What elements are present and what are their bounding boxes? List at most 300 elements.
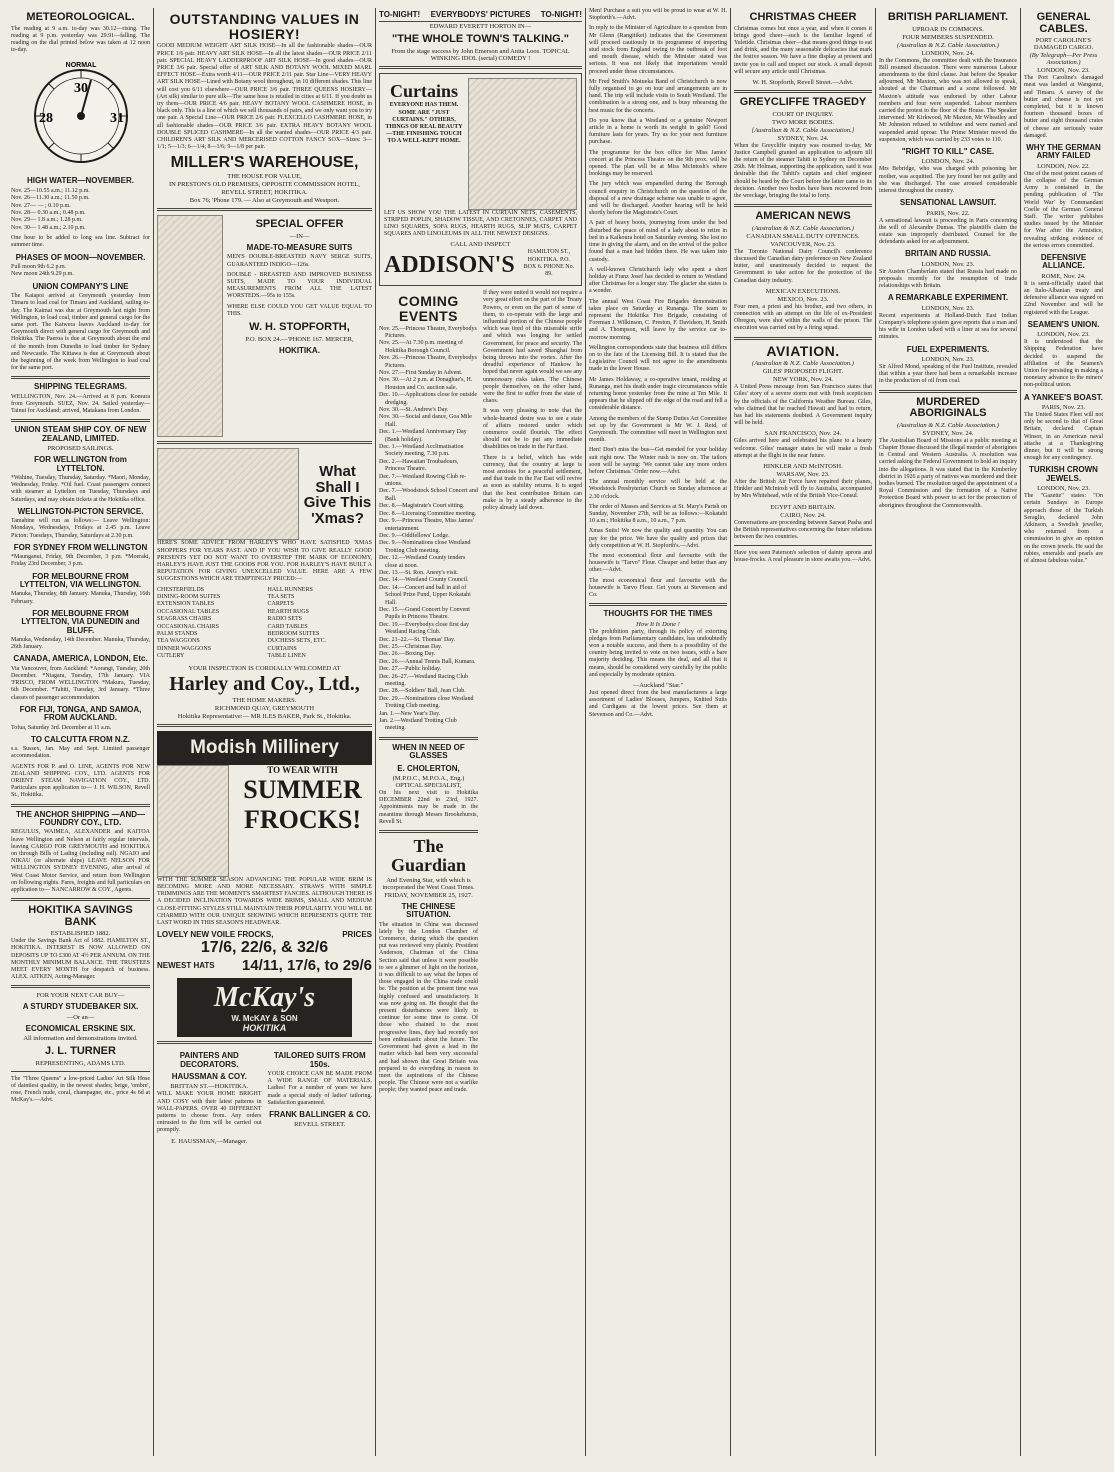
cable-heading: SENSATIONAL LAWSUIT. [899, 198, 997, 208]
news-paragraph: A well-known Christchurch lady who spent a short holiday at Franz Josef has decided to return to Westland after Christmas for a longer stay. The glacier she states is a wonder. [589, 266, 727, 295]
divider [734, 204, 872, 207]
uss-route-text: Manuka, Wednesday, 14th December. Manuka, Thursday, 26th January. [11, 636, 150, 651]
divider [11, 804, 150, 807]
list-item: HEARTH RUGS [267, 608, 309, 615]
millinery-heading: Modish Millinery [157, 731, 372, 765]
high-water-row: Nov. 30— 1.48 a.m.; 2.10 p.m. [11, 224, 86, 231]
uss-agents-text: AGENTS FOR P. and O. LINE, AGENTS FOR NEW ZEALAND SHIPPING COY., LTD. AGENTS FOR ORIENT STEAM NAVIGATION COY., LTD. Particulars upon application to— J. H. WILSON, Revell St., Hokitika. [11, 763, 150, 799]
event-item: Nov. 26.—Princess Theatre, Everybodys Pictures. [379, 355, 477, 369]
aviation-sub: HINKLER AND McINTOSH. [763, 463, 843, 471]
what-shall-i-give-heading: What Shall I Give This 'Xmas? [303, 462, 372, 528]
aviation-sub: GILES' PROPOSED FLIGHT. [762, 368, 844, 376]
tailored-text: YOUR CHOICE CAN BE MADE FROM A WIDE RANGE OF MATERIALS. Ladies! For a number of years we have made a special study of ladies' tailoring. Satisfaction guaranteed. [267, 1070, 372, 1106]
newspaper-page [8, 8, 1106, 1456]
mckay-logo-sub: W. McKAY & SON [231, 1014, 298, 1024]
cable-heading: A YANKEE'S BOAST. [1024, 392, 1103, 402]
cable-text: The "Gazette" states: "On certain Sundays in Europe approach those of the Turkish Seraglio, declared John Atkinson, a Swedish jeweller, who returned from a commission to give an opinion on the crown jewels. He said the rubies, emeralds and pearls are of almost fabulous value." [1024, 493, 1103, 564]
news-paragraph: Do you know that a Westland or a genuine Newport article in a home is worth its weight in gold? Good furniture lasts for years. Try us for your next furniture purchase. [589, 117, 727, 146]
banner-right: TO-NIGHT! [540, 10, 582, 19]
event-item: Dec. 8.—Magistrate's Court sitting. [379, 503, 465, 510]
film-text: From the stage success by John Emerson and Anita Loos. TOPICAL WINKING IDOL (serial) COMEDY ! [391, 47, 570, 62]
meteorological-text: The reading at 9 a.m. to-day was 30.12—rising. The reading at 9 p.m. yesterday was 29.91—falling. The reading on the dial printed below was taken at 12 noon to-day. [11, 25, 150, 54]
event-item: Nov. 25.—At 7.30 p.m. meeting of Hokitika Borough Council. [379, 340, 463, 354]
aboriginals-heading: MURDERED ABORIGINALS [909, 395, 987, 420]
list-item: EXTENSION TABLES [157, 601, 215, 608]
film-title: "THE WHOLE TOWN'S TALKING." [391, 33, 569, 45]
special-offer-in: —IN— [289, 232, 310, 240]
event-item: Dec. 14.—Westland County Council. [379, 577, 469, 584]
cable-dateline: LONDON, Nov. 23. [921, 304, 975, 312]
high-water-heading: HIGH WATER—NOVEMBER. [27, 176, 134, 186]
list-item: BEDROOM SUITES [267, 631, 320, 638]
car-ad-line: All information and demonstrations invited. [23, 1035, 138, 1043]
divider [157, 724, 372, 727]
voile-frocks-prices [157, 930, 372, 939]
banner-left: TO-NIGHT! [379, 10, 421, 19]
american-news-text: The Toronto National Dairy Council's conference discussed the Canadian dairy preference on New Zealand butter, and unanimously decided to request the Government to take action for the protection of the Canadian dairy industry. [734, 248, 872, 284]
news-paragraph: The most economical flour and favourite with the housewife is Tarvo Flour. Get yours at Stevenson and Co. [589, 577, 727, 599]
shipping-telegrams-text: WELLINGTON, Nov. 24.—Arrived at 8 p.m. Komura from Greymouth. SUEZ, Nov. 24. Sailed yesterday—Tainui for Auckland; arrived, Matakana from London. [11, 393, 150, 415]
divider [11, 419, 150, 422]
news-paragraph: The most economical flour and favourite with the housewife is "Tarvo" Flour. Cheaper and better than any other.—Advt. [589, 553, 727, 574]
event-item: Dec. 25.—Christmas Day. [379, 644, 443, 651]
christmas-cheer-signature: W. H. Stopforth, Revell Street.—Advt. [752, 78, 854, 86]
millinery-sub: TO WEAR WITH [267, 764, 338, 775]
divider [11, 1071, 150, 1072]
car-ad-line: —Or an— [66, 1013, 95, 1021]
curtains-lead-text: EVERYONE HAS THEM. SOME ARE "JUST CURTAINS." OTHERS, THINGS OF REAL BEAUTY—THE FINISHING TOUCH TO A WELL-KEPT HOME. [385, 102, 463, 145]
addison-address: HAMILTON ST., HOKITIKA. P.O. BOX 6. PHONE No. 89. [523, 249, 575, 277]
hats-price-values: 14/11, 17/6, to 29/6 [241, 957, 372, 975]
christmas-cheer-text: Christmas comes but once a year, and when it comes it brings good cheer—such is the familiar legend of Yuletide. Christmas cheer—that means good things to eat and drink, and the many seasonable delicacies that mark the festive season. We have a fine display at present and invite you to call and inspect our stock. A small deposit will secure any article until Christmas. [734, 25, 872, 75]
divider [379, 737, 478, 740]
hosiery-heading: OUTSTANDING VALUES IN HOSIERY! [169, 11, 360, 42]
event-item: Dec. 19.—Everybodys close first day Westland Racing Club. [379, 621, 469, 636]
greycliffe-sub: TWO MORE BODIES. [772, 118, 834, 126]
column-5 [731, 8, 876, 1456]
special-offer-heading: SPECIAL OFFER [255, 218, 344, 231]
cable-heading: WHY THE GERMAN ARMY FAILED [1026, 142, 1101, 161]
curtains-heading: Curtains [389, 80, 458, 101]
divider [734, 337, 872, 340]
news-paragraph: Men! Purchase a suit you will be proud to wear at W. H. Stopforth's.—Advt. [589, 8, 727, 22]
aviation-dateline: NEW YORK, Nov. 24. [773, 376, 833, 384]
cable-dateline: LONDON, Nov. 23. [921, 260, 975, 268]
cable-dateline: LONDON, Nov. 22. [1037, 162, 1090, 170]
savings-bank-subheading: ESTABLISHED 1882. [50, 930, 111, 938]
american-news-heading: AMERICAN NEWS [755, 210, 851, 223]
curtains-text: LET US SHOW YOU THE LATEST IN CURTAIN NETS, CASEMENTS, STRIPED POPLIN, SHADOW TISSUE, AND CRETONNES, CARPET AND LINO SQUARES, SOFA RUGS, HEARTH RUGS, SLIP MATS, CARPET SQUARES AND LINOLEUMS IN ALL THE NEWEST DESIGNS. [384, 209, 577, 238]
harley-header [157, 448, 372, 540]
uss-route-text: *Wahine, Tuesday, Thursday, Saturday. *Maori, Monday, Wednesday, Friday. *Oil fuel. Coast passengers connect with steamer at Lyttelton on Tuesday, Thursdays and Saturdays, and may obtain tickets at the Hokitika office. [11, 474, 150, 503]
special-offer-text: DOUBLE - BREASTED AND IMPROVED BUSINESS SUITS, MADE TO YOUR INDIVIDUAL MEASUREMENTS FROM ALL THE LATEST WORSTEDS.—95s to 155s. [227, 271, 372, 300]
news-paragraph: Wellington correspondents state that business still differs on to the fate of the Licensing Bill. It is stated that the Legislative Council will not agree to the amendments made in the lower House. [589, 344, 727, 373]
list-item: SEAGRASS CHAIRS [157, 616, 212, 623]
thoughts-signature: —Auckland "Star." [632, 682, 684, 690]
high-water-row: Nov. 26—11.30 a.m.; 11.50 p.m. [11, 195, 90, 202]
list-item: CUTLERY [157, 653, 185, 660]
guardian-masthead: The Guardian [390, 836, 467, 875]
event-item: Dec. 9.—Princess Theatre, Miss James' entertainment. [379, 518, 474, 532]
news-paragraph: Just opened direct from the best manufacturers a large assortment of Ladies' Blouses, Jumpers, Knitted Suits and Cardigans at the lowest prices. See them at Stevenson and Co.—Advt. [589, 690, 727, 718]
list-item: CARPETS [267, 601, 294, 608]
parliament-heading: BRITISH PARLIAMENT. [887, 11, 1009, 23]
cable-dateline: PARIS, Nov. 23. [1041, 403, 1086, 411]
american-news-text: Four men, a priest and his brother, and two others, in connection with an attempt on the life of ex-President Obregon, were shot within the walls of the prison. The execution was carried out by a firing squad. [734, 303, 872, 332]
news-paragraph: Xmas Suits! We now the quality and quantity. You can pay for the price. We have the quality and prices that defy competition at W. H. Stopforth's.—Advt. [589, 528, 727, 549]
aviation-dateline: SAN FRANCISCO, Nov. 24. [764, 430, 842, 438]
shipping-telegrams-heading: SHIPPING TELEGRAMS. [34, 382, 127, 392]
dial-label-center: 30 [73, 81, 88, 97]
list-item: RADIO SETS [267, 616, 303, 623]
divider [11, 985, 150, 988]
miller-line: REVELL STREET, HOKITIKA. [221, 189, 308, 197]
column-2 [154, 8, 376, 1456]
event-item: Nov. 27.—First Sunday in Advent. [379, 369, 463, 376]
news-paragraph: Among the members of the Stamp Duties Act Committee set up by the Government is Mr W. J. Reid, of Greymouth. The committee will meet in Wellington next month. [589, 415, 727, 444]
suited-man-illustration [157, 215, 223, 437]
event-item: Dec. 7.—Woodstock School Concert and Ball. [379, 488, 478, 502]
aviation-text: Conversations are proceeding between Sarwat Pasha and the British representatives concerning the future relations between the two countries. [734, 519, 872, 541]
greycliffe-dateline: SYDNEY, Nov. 24. [777, 134, 829, 142]
cable-text: A sensational lawsuit is proceeding in Paris concerning the will of Alexandre Dumas. The plaintiffs claim the estate was improperly distributed. Counsel for the defendants asked for an adjournment. [879, 217, 1017, 246]
chinese-situation-heading: THE CHINESE SITUATION. [401, 901, 456, 920]
american-news-dateline: MEXICO, Nov. 23. [777, 295, 829, 303]
harley-name: Harley and Coy., Ltd., [169, 672, 360, 695]
car-ad-heading: FOR YOUR NEXT CAR BUY— [36, 992, 125, 1000]
haussman-text: WILL MAKE YOUR HOME BRIGHT AND COSY with their latest patterns in WALL-PAPERS. OVER 40 DIFFERENT patterns to choose from. Any orders entrusted to the firm will be carried out promptly. [157, 1091, 262, 1134]
cable-dateline: LONDON, Nov. 23. [921, 355, 975, 363]
hosiery-text: GOOD MEDIUM WEIGHT ART SILK HOSE—In all the fashionable shades—OUR PRICE 1/6 pair. HEAVY ART SILK HOSE—In all the latest shades—OUR PRICE 2/11 pair. SPECIAL HEAVY LADDERPROOF ART SILK HOSE—In good shades—OUR PRICE 3/6 pair. Special offer of ART SILK AND BOTANY WOOL MIXED MARL EFFECT HOSE—Extra worth 4/11—OUR PRICE 2/11 pair. Star Line—VERY HEAVY ART SILK HOSE—Lined with Botany wool throughout, in 10 different shades. This line will cost you 6/11 elsewhere—OUR PRICE 3/6 pair. THREE QUEENS HOSIERY—(Art silk) similar to pure silk—The same hose is retailed in cities at 6/11. If you doubt us try them—OUR PRICE 4/6 pair. HEAVY BOTANY WOOL CASHMERE HOSE, in black only. This is a line of which we sell thousands of pairs, and we only want you to try one pair. A Special Line—OUR PRICE 2/6 pair. FLEXCELLO CASHMERE HOSE, in all fashionable shades—OUR PRICE 3/6 pair. EXTRA HEAVY BOTANY WOOL DOUBLE SPLICED CASHMERE—In all the wanted shades—OUR PRICE 4/3 pair. CHILDREN'S ART SILK AND MERCERISED COTTON FANCY SOX—Sizes: 3—1/1; 5—1/3; 6—1/4; 8—1/6; 9—1/8 per pair. [157, 43, 372, 151]
special-offer-text: MEN'S DOUBLE-BREASTED NAVY SERGE SUITS, GUARANTEED INDIGO—126s. [227, 254, 372, 268]
aviation-dateline: CAIRO, Nov. 24. [780, 511, 826, 519]
stopforth-ad-body [227, 215, 372, 437]
american-news-dateline: VANCOUVER, Nov. 23. [770, 240, 836, 248]
barometer-dial [11, 58, 150, 173]
aviation-text: A United Press message from San Francisco states that Giles' story of a severe storm met with fresh scepticism by the officials of the California Weather Bureau. Giles, who claimed that he reached Hawaii and had to return, has had his statements doubted. A Government inquiry will be held. [734, 384, 872, 427]
haussman-name: HAUSSMAN & COY. [171, 1071, 247, 1081]
aboriginals-dateline: SYDNEY, Nov. 24. [922, 429, 974, 437]
editorial-paragraph: It was very pleasing to note that the whole-hearted desire was to see a state of affairs restored under which commerce could flourish. The effect should not be to put any immediate disabilities on trade in the Far East. [483, 408, 582, 451]
event-item: Dec. 9.—Oddfellows' Lodge. [379, 532, 450, 539]
guardian-subtitle: And Evening Star, with which is incorporated the West Coast Times. [382, 876, 475, 891]
cholerton-sub: (M.P.O.C., M.P.O.A., Eng.) OPTICAL SPECIALIST, [392, 775, 465, 790]
curtained-room-illustration [468, 78, 577, 210]
news-paragraph: The programme for the box office for Miss James' concert at the Princess Theatre on the 9th prox. will be opened. The plan will be at Miss McIntosh's where bookings may be reserved. [589, 149, 727, 178]
union-line-heading: UNION COMPANY'S LINE [32, 281, 129, 291]
miller-line: IN PRESTON'S OLD PREMISES, OPPOSITE COMMISSION HOTEL, [168, 181, 361, 189]
greycliffe-heading: GREYCLIFFE TRAGEDY [739, 95, 867, 108]
american-news-agency: (Australian & N.Z. Cable Association.) [752, 224, 854, 232]
millinery-ad [157, 765, 372, 877]
cable-dateline: ROME, Nov. 24. [1041, 272, 1086, 280]
car-ad-line: A STURDY STUDEBAKER SIX. [22, 1002, 139, 1012]
moon-heading: PHASES OF MOON—NOVEMBER. [15, 252, 146, 262]
cable-dateline: LONDON, Nov. 23. [1037, 331, 1090, 339]
event-item: Dec. 12.—Westland County tenders close at noon. [379, 555, 466, 569]
stopforth-name: W. H. STOPFORTH, [249, 320, 350, 333]
general-cables-agency: (By Telegraph—Per Press Association.) [1029, 52, 1098, 67]
list-item: PALM STANDS [157, 631, 198, 638]
list-item: CHESTERFIELDS [157, 586, 205, 593]
event-item: Jan. 1.—New Year's Day. [379, 710, 441, 717]
uss-route-heading: FOR MELBOURNE FROM LYTTELTON, VIA WELLINGTON. [19, 571, 142, 589]
car-ad-line: ECONOMICAL ERSKINE SIX. [25, 1023, 136, 1033]
cable-heading: "RIGHT TO KILL" CASE. [901, 146, 995, 156]
list-item: DINNER WAGGONS [157, 645, 212, 652]
hose-notice-text: The "Three Queens" a low-priced Ladies' Art Silk Hose of daintiest quality, in the newest shades; beige, 'ombre', rose, French nude, coral, champagne, etc., price 4s 6d at McKay's.—Advt. [11, 1075, 150, 1104]
cable-text: Sir Alfred Mond, speaking of the Fuel Institute, revealed that within a year there had been a remarkable increase in the production of oil from coal. [879, 363, 1017, 385]
parliament-sub: FOUR MEMBERS SUSPENDED. [902, 33, 994, 41]
cable-dateline: LONDON, Nov. 23. [1037, 485, 1090, 493]
event-item: Dec. 7.—Westland Rowing Club re-unions. [379, 473, 467, 488]
event-item: Nov. 30.—Social and dance, Goa Mile Hall. [379, 414, 472, 428]
divider [157, 208, 372, 211]
addison-name: ADDISON'S [384, 251, 515, 278]
divider [157, 441, 372, 444]
uss-route-text: Tamahine will run as follows:— Leave Wellington: Mondays, Wednesdays, Fridays at 2.45 p.m. Leave Picton: Tuesdays, Thursday, Saturdays at 2.30 p.m. [11, 518, 150, 539]
divider [11, 898, 150, 901]
aviation-text: Giles arrived here and celebrated his plane to a hearty welcome. Giles' manager states he will make a fresh attempt at the flight in the near future. [734, 438, 872, 459]
coming-events-column [379, 290, 478, 1097]
divider [379, 830, 478, 833]
savings-bank-heading: HOKITIKA SAVINGS BANK [28, 904, 133, 928]
addison-footer [384, 249, 577, 281]
moon-row: Full moon 9th 6.2 p.m. [11, 263, 67, 270]
editorial-paragraph: There is a belief, which has wide currency, that the country at large is most anxious for a peaceful settlement, and that trade in the Far East will revive as soon as stability returns. It is urged that the best contribution Britain can make is by a steady adherence to the policy already laid down. [483, 454, 582, 512]
savings-bank-text: Under the Savings Bank Act of 1882. HAMILTON ST., HOKITIKA. INTEREST IS NOW ALLOWED ON DEPOSITS UP TO £300 AT 4½ PER ANNUM. ON THE MONTHLY MINIMUM BALANCE. THE TRUSTEES MEET EVERY MONTH for despatch of business. ALEX. AITKEN, Acting-Manager. [11, 938, 150, 981]
news-paragraph: Mr James Holdaway, a co-operative tenant, residing at Runanga, met his death under tragic circumstances while returning home yesterday from the mine at Ten Mile. It appears that he slipped off the edge of the road and fell a considerable distance. [589, 376, 727, 412]
cable-text: Mrs Bebridge, who was charged with poisoning her mother, was acquitted. The jury found her not guilty and she was discharged. The case aroused considerable interest throughout the country. [879, 166, 1017, 194]
coming-events-list [379, 326, 478, 733]
cable-text: Recent experiments at Holland-Dutch East Indian Company's telephone system gave reports that a man and his wife in London talked with a liner at sea for several minutes. [879, 312, 1017, 341]
cable-heading: DEFENSIVE ALLIANCE. [1040, 252, 1087, 271]
aviation-agency: (Australian & N.Z. Cable Association.) [752, 360, 854, 368]
divider [11, 376, 150, 379]
uss-route-heading: CANADA, AMERICA, LONDON, Etc. [13, 654, 148, 664]
special-offer-text: WHERE ELSE COULD YOU GET VALUE EQUAL TO THIS. [227, 303, 372, 317]
aviation-heading: AVIATION. [766, 342, 840, 359]
uss-route-heading: FOR SYDNEY FROM WELLINGTON [13, 542, 148, 552]
cable-heading: TURKISH CROWN JEWELS. [1029, 465, 1098, 483]
cholerton-text: On his next visit to Hokitika DECEMBER 22nd to 23rd, 1927. Appointments may be made in the meantime through Messrs Brookehursts, Revell St. [379, 790, 478, 825]
anchor-heading: THE ANCHOR SHIPPING —AND— FOUNDRY COY., LTD. [15, 809, 146, 827]
hats-label: NEWEST HATS [157, 961, 215, 971]
american-news-sub: MEXICAN EXECUTIONS. [765, 287, 841, 295]
column-4 [586, 8, 731, 1456]
divider [589, 603, 727, 606]
millinery-headline [233, 765, 372, 877]
column-3 [376, 8, 586, 1456]
hats-prices [157, 957, 372, 974]
cable-dateline: LONDON, Nov. 24. [921, 158, 975, 166]
aboriginals-text: The Australian Board of Missions at a public meeting at Chapter House discussed the illegal murder of aborigines in Central and Western Australia. A resolution was carried asking the Federal Government to hold an inquiry into the allegations. It was stated that in the Kimberley district in 1926 a party of natives was murdered and their bodies burned. The resolution urged the appointment of a Royal Commission and the formation of a Native Protection Board with power to act for the protection of aborigines throughout the Commonwealth. [879, 437, 1017, 509]
haussman-ad [157, 1048, 262, 1145]
coming-events-heading: COMING EVENTS [398, 293, 459, 324]
thoughts-subheading: How It Is Done ! [636, 620, 680, 628]
list-item: OCCASIONAL TABLES [157, 608, 220, 615]
dial-label-left: 28 [38, 111, 53, 127]
event-item: Dec. 8.—Licensing Committee meeting. [379, 510, 477, 517]
list-item: HALL RUNNERS [267, 586, 313, 593]
curtains-header [384, 78, 577, 210]
high-water-row: Nov. 28— 0.30 a.m.; 0.48 p.m. [11, 209, 86, 216]
parliament-sub: UPROAR IN COMMONS. [912, 25, 984, 33]
column-7 [1021, 8, 1106, 1456]
stopforth-ad [157, 215, 372, 437]
voile-prices: 17/6, 22/6, & 32/6 [200, 939, 329, 957]
mckay-logo [177, 978, 352, 1037]
high-water-row: Nov. 27— — ; 0.10 p.m. [11, 202, 71, 209]
cable-heading: SEAMEN'S UNION. [1027, 319, 1100, 329]
high-water-note: One hour to be added to long sea line. Subtract for summer time. [11, 235, 150, 249]
uss-route-heading: WELLINGTON-PICTON SERVICE. [17, 506, 144, 516]
harley-text: HERE'S SOME ADVICE FROM HARLEY'S WHO HAVE SATISFIED 'XMAS SHOPPERS FOR YEARS PAST. AND IF YOU WISH TO GIVE REALLY GOOD PRESENTS YET DO NOT WANT TO OVERSTEP THE MARK OF ECONOMY, HARLEY'S HAVE JUST THE GOODS FOR YOU. FOR HARLEY'S HAVE BUILT A REPUTATION FOR GIVING UNEXCELLED VALUE. HERE ARE A FEW SUGGESTIONS WHICH ARE TEMPTINGLY PRICED:— [157, 540, 372, 583]
event-item: Nov. 30.—At 2 p.m. at Donaghue's, H. Houston and Co. auction sale. [379, 377, 473, 391]
list-item: DUCHESS SETS, ETC. [267, 638, 327, 645]
high-water-row: Nov. 25—10.55 a.m.; 11.12 p.m. [11, 187, 90, 194]
miller-name: MILLER'S WAREHOUSE, [170, 154, 359, 172]
cable-text: It is understood that the Shipping Federation have decided to suspend the affiliation of the Seamen's Union for persisting in making a monetary advance to the miners' non-political union. [1024, 339, 1103, 389]
ballinger-name: FRANK BALLINGER & CO. [269, 1109, 371, 1119]
list-item: DINING-ROOM SUITES [157, 594, 221, 601]
list-item: CURTAINS [267, 645, 297, 652]
miller-line: THE HOUSE FOR VALUE, [227, 173, 302, 181]
mckay-logo-town: HOKITIKA [242, 1023, 287, 1034]
anchor-text: REGULUS, WAIMEA, ALEXANDER and KAITOA leave Wellington and Nelson at fairly regular intervals, leaving CARGO FOR GREYMOUTH and HOKITIKA on through Bills of Lading (including rail). NGAIO and NIKAU (or alternate ships) LEAVE NELSON FOR WELLINGTON SYDNEY EVENING, after arrival of West Coast Motor Service, and return from Wellington on following nights. Fares, freights and full particulars on application to— NANCARROW & COY., Agents. [11, 829, 150, 893]
uss-route-text: Via Vancouver, from Auckland: *Aorangi, Tuesday, 20th December. *Niagara, Tuesday, 17th January. VIA 'FRISCO, FROM WELLINGTON *Makura, Tuesday, 6th December. *Tahiti, Tuesday, 3rd January. *Three classes of passenger accommodation. [11, 665, 150, 701]
harley-address: RICHMOND QUAY, GREYMOUTH [214, 704, 315, 712]
uss-route-heading: FOR FIJI, TONGA, AND SAMOA, FROM AUCKLAND. [19, 704, 142, 723]
uss-route-text: Tofua, Saturday 3rd. December at 11 a.m. [11, 724, 112, 731]
ballinger-ad [268, 1048, 373, 1145]
stopforth-address: P.O. BOX 24.—'PHONE 167. MERCER, [245, 335, 354, 343]
tailored-heading: TAILORED SUITS FROM 150s. [273, 1051, 366, 1069]
cable-dateline: PARIS, Nov. 22. [926, 209, 970, 217]
news-paragraph: The annual monthly service will be held at the Woodstock Presbyterian Church on Sunday afternoon at 2.30 o'clock. [589, 479, 727, 500]
harley-list-b [268, 587, 373, 661]
news-paragraph: A pair of heavy boots, journeying from under the bed disturbed the peace of mind of a lady about to retire in bed in a Kaikoura hotel on Saturday evening. She lost no time in giving the alarm, and on the arrival of the police found that a man had hidden there. He was taken into custody. [589, 220, 727, 263]
moon-table [11, 264, 150, 279]
barometer-icon [21, 58, 141, 168]
uss-subheading: PROPOSED SAILINGS. [47, 445, 114, 453]
uss-heading: UNION STEAM SHIP COY. OF NEW ZEALAND, LIMITED. [14, 425, 147, 443]
event-item: Dec. 15.—Grand Concert by Convent Pupils in Princess Theatre. [379, 606, 470, 621]
meteorological-heading: METEOROLOGICAL. [26, 11, 135, 23]
harley-subtitle: THE HOME MAKERS. [232, 696, 297, 704]
list-item: OCCASIONAL CHAIRS [157, 623, 219, 630]
harley-representative: Hokitika Representative:— MR ILES BAKER, Park St., Hokitika. [177, 712, 352, 720]
event-item: Dec. 21–22.—St. Thomas' Day. [379, 636, 456, 643]
dial-label-right: 31 [109, 111, 124, 127]
uss-route-text: s.s. Sussex, Jan. May and Sept. Limited passenger accommodation. [11, 746, 150, 760]
high-water-row: Nov. 29— 1.8 a.m.; 1.28 p.m. [11, 217, 83, 224]
event-item: Dec. 26.—Boxing Day. [379, 651, 436, 658]
news-paragraph: The annual West Coast Fire Brigades demonstration takes place on Saturday at Runanga. The team to represent the Hokitika Fire Brigade, consisting of Foreman J. Wilkinson, C. Preston, F. Davidson, H. Smith and A. Thompson, will leave by the service car to-morrow morning. [589, 298, 727, 341]
american-news-sub: CANADIAN SMALL DUTY OFFENCES. [746, 232, 860, 240]
moon-row: New moon 24th 9.29 p.m. [11, 271, 74, 278]
curtains-inspect: CALL AND INSPECT [450, 241, 511, 249]
event-item: Jan. 2.—Westland Trotting Club meeting. [379, 718, 457, 732]
guardian-date: FRIDAY, NOVEMBER 25, 1927. [384, 891, 473, 899]
voile-label: LOVELY NEW VOILE FROCKS, [157, 930, 274, 940]
haussman-address: BRITTAN ST.—HOKITIKA. [170, 1083, 249, 1091]
mckay-logo-text: McKay's [213, 982, 316, 1014]
news-paragraph: Have you seen Paterson's selection of dainty aprons and house-frocks. A real pleasure in store awaits you.—Advt. [734, 550, 872, 564]
painters-heading: PAINTERS AND DECORATORS. [179, 1051, 239, 1069]
news-paragraph: The jury which was empanelled during the Borough council enquiry in Christchurch on the question of the disposal of a new drainage scheme was unable to agree, and will be discharged. Another hearing will be held shortly before the Magistrate's Court. [589, 181, 727, 217]
divider [734, 90, 872, 93]
list-item: TABLE LINEN [267, 653, 306, 660]
editorial-paragraph: The situation in China was discussed lately by the London Chamber of Commerce, during which the question put was reviewed very plainly. President Anderson, Chairman of the China Section said that unless it were possible to see a glimmer of light on the horizon, it was difficult to say what the hopes of those engaged in the China trade could be. The position at the present time was highly confused and unsatisfactory. It was now going on. He thought that the present disturbances were likely to continue for some time to come. Of those who chained to the most progressive lines, they had recently not been enthusiastic about the future. The Government had given a lead in the matter which had been very successful and had shown that Great Britain was prepared to do everything in reason to meet the aspirations of the Chinese people. The Chinese were not a warlike people; they wanted peace and trade. [379, 921, 478, 1094]
cable-heading: BRITAIN AND RUSSIA. [905, 249, 991, 259]
furniture-illustration [157, 448, 299, 540]
cable-text: One of the most potent causes of the collapse of the German Army is contained in the pending publication of 'The World War' by Commandant Coelle of the German General Staff. The writer publishes studies issued by the Minister for War after the Armistice, revealing striking evidence of the serious errors committed. [1024, 170, 1103, 249]
news-paragraph: In reply to the Minister of Agriculture to a question from Mr Glenn (Rangitikei) indicates that the Government will proceed cautiously in its programme of importing stud stock from England owing to the outbreak of foot and mouth disease, which the Minister stated was serious. It was not likely that importations would proceed under those circumstances. [589, 25, 727, 75]
news-paragraph: The order of Masses and Services at St. Mary's Parish on Sunday, November 27th, will be as follows:—Kokatahi 10 a.m.; Hokitika 8 a.m., 10 a.m., 7 p.m. [589, 503, 727, 525]
greycliffe-agency: [Australian & N.Z. Cable Association.] [751, 126, 855, 134]
aboriginals-agency: (Australian & N.Z. Cable Association.) [897, 421, 999, 429]
high-water-table [11, 188, 150, 232]
dial-label-top: NORMAL [65, 62, 96, 70]
harley-list-a [157, 587, 262, 661]
banner-mid: EVERYBODYS' PICTURES [430, 10, 531, 19]
parliament-dateline: LONDON, Nov. 24. [921, 49, 975, 57]
car-ad-line: REPRESENTING, ADAMS LTD. [35, 1059, 126, 1067]
event-item: Dec. 28.—Soldiers' Ball, Jean Club. [379, 688, 466, 695]
car-ad-name: J. L. TURNER [45, 1045, 116, 1058]
event-item: Dec. 1.—Westland Anniversary Day (Bank holiday). [379, 429, 467, 443]
cable-dateline: LONDON, Nov. 23. [1037, 67, 1090, 75]
parliament-text: In the Commons, the committee dealt with the Insurance Bill resumed discussion. There were numerous Labour amendments to the third clause. Just before the Speaker adjourned, Mr Maxton, who was not allowed to speak, shouted at the Chairman and a scene followed. Mr Maxton's attitude was endorsed by other Labour members and four were suspended. Labour members carried the protest to the floor of the House. The Speaker intervened. Mr Kirkwood, Mr Maxton, Mr Wheatley and Mr Johnston refused to withdraw and were named and suspended amid uproar. The Prime Minister moved the suspension, which was carried by 233 votes to 110. [879, 57, 1017, 143]
ballinger-address: REVELL STREET. [294, 1121, 346, 1129]
uss-route-heading: TO CALCUTTA FROM N.Z. [31, 734, 130, 744]
event-item: Dec. 13.—St. Ron. Aneey's visit. [379, 569, 459, 576]
uss-route-text: *Maunganui, Friday, 9th December, 3 p.m. *Moeraki, Friday 23rd December, 3 p.m. [11, 554, 150, 568]
miller-footer: Box 76; 'Phone 179. — Also at Greymouth and Westport. [189, 197, 340, 205]
glasses-heading: WHEN IN NEED OF GLASSES [392, 742, 465, 761]
film-preface: EDWARD EVERETT HORTON IN— [429, 23, 532, 30]
event-item: Dec. 27.—Public holiday. [379, 666, 442, 673]
addison-ad [379, 73, 582, 287]
column-6 [876, 8, 1021, 1456]
millinery-big-word: FROCKS! [244, 804, 361, 834]
parliament-agency: (Australian & N.Z. Cable Association.) [897, 41, 999, 49]
editorial-paragraph: If they were united it would not require a very great effort on the part of the Treaty Powers, or even on the part of some of them, to co-operate with the large and influential portion of the Chinese people which was tired of this miserable strife and which was longing for settled Government, for peace and security. The Government had saved Shanghai from being thrown into the vortex. After the dreadful experience of Hankow he hoped that never again would we see any unnecessary risks taken. The Chinese people themselves, on the other hand, were the first to suffer from the state of chaos. [483, 290, 582, 405]
harley-invite: YOUR INSPECTION IS CORDIALLY WELCOMED AT [188, 664, 341, 672]
curtains-lead [384, 78, 464, 210]
list-item: TEA WAGGONS [157, 638, 200, 645]
cable-text: Sir Austen Chamberlain stated that Russia had made no proposals recently for the resumption of trade relationships with Britain. [879, 268, 1017, 290]
event-item: Nov. 25.—Princess Theatre, Everybodys Pictures. [379, 325, 477, 339]
voile-prices-label: PRICES [342, 930, 372, 940]
special-offer-subheading: MADE-TO-MEASURE SUITS [246, 242, 353, 252]
cholerton-name: E. CHOLERTON, [397, 763, 460, 773]
event-item: Dec. 14.—Concert and ball in aid of School Prize Fund, Upper Kokatahi Hall. [379, 584, 471, 606]
stopforth-town: HOKITIKA. [279, 345, 320, 355]
column-1 [8, 8, 154, 1456]
bottom-ads [157, 1048, 372, 1145]
cable-heading: FUEL EXPERIMENTS. [906, 344, 990, 354]
christmas-cheer-heading: CHRISTMAS CHEER [749, 11, 857, 23]
greycliffe-sub: COURT OF INQUIRY. [772, 110, 834, 118]
pictures-banner [379, 8, 582, 22]
thoughts-heading: THOUGHTS FOR THE TIMES [603, 609, 713, 619]
lady-hat-illustration [157, 765, 229, 877]
divider [734, 545, 872, 546]
event-item: Dec. 1.—Westland Acclimatisation Society meeting, 7.30 p.m. [379, 444, 464, 458]
greycliffe-text: When the Greycliffe inquiry was resumed to-day, Mr Justice Campbell granted an application to adjourn till the return of the steamer Tahiti to Sydney on December 26th. Mr Holman, supporting the application, said it was desirable that the Tahiti's captain and chief engineer should be heard by the Court before the latter came to its decision. Another two bodies have been recovered from the wreckage, bringing the total to forty. [734, 142, 872, 199]
